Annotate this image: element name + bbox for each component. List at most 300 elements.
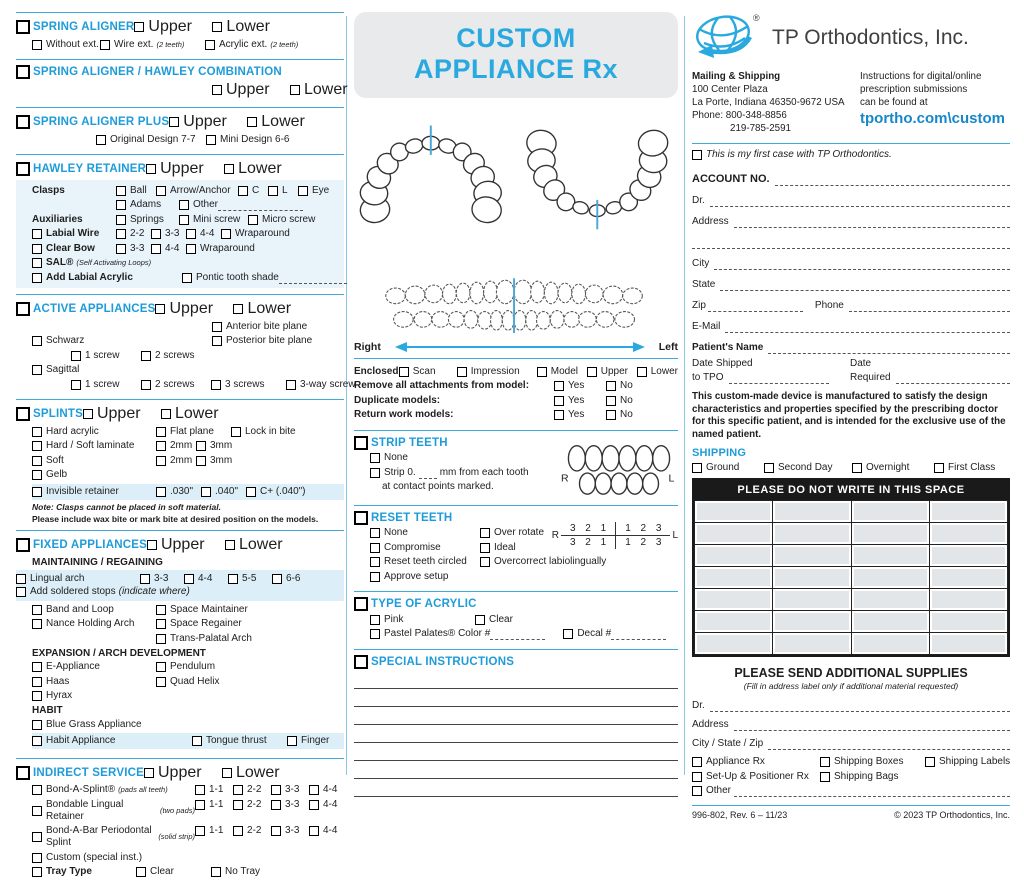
- gelb-label: Gelb: [46, 469, 68, 480]
- splints-note-1: Note: Clasps cannot be placed in soft material.: [32, 502, 221, 512]
- pontic-shade-input[interactable]: [279, 272, 347, 284]
- acrylic-clear-checkbox[interactable]: [475, 615, 485, 625]
- supplies-dr-label: Dr.: [692, 700, 705, 711]
- hawley-upper-checkbox[interactable]: [146, 164, 156, 174]
- hyrax-checkbox[interactable]: [32, 691, 42, 701]
- 33-label: 3-3: [285, 825, 300, 836]
- lingual-arch-label: Lingual arch: [30, 573, 85, 584]
- acrylic-pink-checkbox[interactable]: [370, 615, 380, 625]
- combo-title: SPRING ALIGNER / HAWLEY COMBINATION: [33, 66, 282, 78]
- address-input[interactable]: [734, 216, 1010, 228]
- type-of-acrylic-checkbox[interactable]: [354, 597, 368, 611]
- date-shipped-input[interactable]: [729, 372, 829, 384]
- 030-label: .030": [170, 485, 194, 497]
- impression-label: Impression: [470, 365, 520, 377]
- lingual-44-checkbox[interactable]: [184, 574, 194, 584]
- upper-label: Upper: [160, 160, 204, 177]
- supplies-csz-input[interactable]: [768, 738, 1010, 750]
- fixed-appliances-checkbox[interactable]: [16, 538, 30, 552]
- lingual-55-checkbox[interactable]: [228, 574, 238, 584]
- bond-a-splint-checkbox[interactable]: [32, 785, 42, 795]
- clearbow-44-checkbox[interactable]: [151, 244, 161, 254]
- bab-44-checkbox[interactable]: [309, 826, 319, 836]
- band-and-loop-label: Band and Loop: [46, 603, 114, 615]
- tongue-thrust-checkbox[interactable]: [192, 736, 202, 746]
- clasps-label: Clasps: [32, 184, 65, 196]
- gauge-030-checkbox[interactable]: [156, 487, 166, 497]
- 44-label: 4-4: [198, 573, 213, 584]
- acrylic-title: TYPE OF ACRYLIC: [371, 598, 477, 610]
- upper-label: Upper: [183, 113, 227, 130]
- submission-url: tportho.com\custom: [860, 110, 1005, 127]
- office-cell: [851, 545, 929, 567]
- bondable-note: (two pads): [159, 805, 195, 815]
- laminate-3mm-checkbox[interactable]: [196, 441, 206, 451]
- date-required-block: [850, 358, 1010, 384]
- bondable-lingual-retainer-label: Bondable Lingual Retainer: [46, 798, 124, 822]
- special-instructions-line[interactable]: [354, 671, 678, 689]
- special-instructions-line[interactable]: [354, 725, 678, 743]
- sal-checkbox[interactable]: [32, 258, 42, 268]
- arrow-anchor-label: Arrow/Anchor: [170, 184, 231, 196]
- one-screw-label: 1 screw: [85, 349, 120, 361]
- account-no-input[interactable]: [775, 174, 1010, 186]
- labial-33-label: 3-3: [165, 228, 180, 239]
- springs-label: Springs: [130, 213, 164, 225]
- address-input-line2[interactable]: [692, 237, 1010, 249]
- patient-name-input[interactable]: [768, 342, 1010, 354]
- original-design-checkbox[interactable]: [96, 135, 106, 145]
- hawley-checkbox[interactable]: [16, 162, 30, 176]
- 22-label: 2-2: [247, 798, 262, 810]
- splints-checkbox[interactable]: [16, 407, 30, 421]
- left-label: Left: [658, 341, 678, 353]
- lock-in-bite-checkbox[interactable]: [231, 427, 241, 437]
- clear-label: Clear: [489, 613, 513, 625]
- upper-label: Upper: [226, 81, 270, 98]
- reset-none-checkbox[interactable]: [370, 528, 380, 538]
- add-labial-acrylic-checkbox[interactable]: [32, 273, 42, 283]
- spring-aligner-upper-checkbox[interactable]: [134, 22, 144, 32]
- labial-22-label: 2-2: [130, 228, 145, 239]
- labial-44-label: 4-4: [200, 228, 215, 239]
- band-and-loop-checkbox[interactable]: [32, 605, 42, 615]
- mailing-address-1: 100 Center Plaza: [692, 84, 768, 95]
- upper-label: Upper: [148, 18, 192, 35]
- labial-wraparound-checkbox[interactable]: [221, 229, 231, 239]
- over-rotate-checkbox[interactable]: [480, 528, 490, 538]
- gauge-cplus-checkbox[interactable]: [246, 487, 256, 497]
- blr-33-checkbox[interactable]: [271, 800, 281, 810]
- combo-lower-checkbox[interactable]: [290, 85, 300, 95]
- special-instructions-line[interactable]: [354, 689, 678, 707]
- blr-44-checkbox[interactable]: [309, 800, 319, 810]
- splints-lower-checkbox[interactable]: [161, 409, 171, 419]
- space-regainer-checkbox[interactable]: [156, 619, 166, 629]
- form-number: 996-802, Rev. 6 – 11/23: [692, 810, 788, 820]
- clearbow-44-label: 4-4: [165, 242, 180, 254]
- clasp-arrow-checkbox[interactable]: [156, 186, 166, 196]
- lingual-33-checkbox[interactable]: [140, 574, 150, 584]
- reset-circled-checkbox[interactable]: [370, 557, 380, 567]
- splints-note-2: Please include wax bite or mark bite at desired position on the models.: [32, 514, 319, 524]
- office-cell: [695, 545, 773, 567]
- strip-mm-label3: at contact points marked.: [382, 481, 494, 492]
- address-label: Address: [692, 216, 729, 227]
- office-cell: [773, 545, 851, 567]
- flat-plane-checkbox[interactable]: [156, 427, 166, 437]
- office-cell: [929, 545, 1007, 567]
- soft-3mm-checkbox[interactable]: [196, 456, 206, 466]
- active-title: ACTIVE APPLIANCES: [33, 303, 156, 315]
- teeth-diagrams: [354, 102, 678, 337]
- fixed-lower-checkbox[interactable]: [225, 540, 235, 550]
- lingual-66-checkbox[interactable]: [272, 574, 282, 584]
- city-input[interactable]: [714, 258, 1010, 270]
- email-label: E-Mail: [692, 321, 721, 332]
- acrylic-ext-checkbox[interactable]: [205, 40, 215, 50]
- strip-mm-checkbox[interactable]: [370, 468, 380, 478]
- office-cell: [851, 523, 929, 545]
- active-appliances-checkbox[interactable]: [16, 302, 30, 316]
- quad-helix-checkbox[interactable]: [156, 677, 166, 687]
- soft-checkbox[interactable]: [32, 456, 42, 466]
- quadrant-upper-left: 1 2 3: [616, 522, 670, 536]
- office-cell: [929, 501, 1007, 523]
- soldered-stops-checkbox[interactable]: [16, 587, 26, 597]
- duplicate-no-checkbox[interactable]: [606, 396, 616, 406]
- setup-positioner-checkbox[interactable]: [692, 772, 702, 782]
- clasp-c-checkbox[interactable]: [238, 186, 248, 196]
- bas-44-checkbox[interactable]: [309, 785, 319, 795]
- gelb-checkbox[interactable]: [32, 470, 42, 480]
- strip-mm-label2: mm from each tooth: [439, 466, 529, 478]
- strip-teeth-diagram: [560, 443, 678, 499]
- strip-none-checkbox[interactable]: [370, 453, 380, 463]
- bond-a-splint-label: Bond-A-Splint®: [46, 784, 116, 795]
- right-left-arrow-icon: [387, 342, 653, 352]
- custom-special-inst-checkbox[interactable]: [32, 853, 42, 863]
- no-tray-checkbox[interactable]: [211, 867, 221, 877]
- spring-aligner-checkbox[interactable]: [16, 20, 30, 34]
- mailing-address-2: La Porte, Indiana 46350-9672 USA: [692, 97, 845, 108]
- pastel-palates-checkbox[interactable]: [370, 629, 380, 639]
- no-tray-label: No Tray: [225, 866, 261, 877]
- indirect-service-checkbox[interactable]: [16, 766, 30, 780]
- bond-a-bar-label: Bond-A-Bar Periodontal Splint: [46, 825, 152, 848]
- trans-palatal-arch-checkbox[interactable]: [156, 634, 166, 644]
- tray-type-checkbox[interactable]: [32, 867, 42, 877]
- enclosed-upper-checkbox[interactable]: [587, 367, 597, 377]
- instructions-line-1: Instructions for digital/online: [860, 71, 982, 82]
- section-acrylic: [354, 591, 678, 649]
- decal-checkbox[interactable]: [563, 629, 573, 639]
- no-label: No: [620, 380, 633, 391]
- instructions-line-3: can be found at: [860, 97, 928, 108]
- account-no-label: ACCOUNT NO.: [692, 173, 770, 185]
- anterior-bite-plane-checkbox[interactable]: [212, 322, 222, 332]
- bond-a-bar-checkbox[interactable]: [32, 832, 42, 842]
- ball-label: Ball: [130, 184, 147, 196]
- custom-special-inst-label: Custom (special inst.): [46, 851, 143, 863]
- supplies-other-input[interactable]: [734, 785, 1010, 797]
- plus-title: SPRING ALIGNER PLUS: [33, 116, 170, 128]
- duplicate-yes-checkbox[interactable]: [554, 396, 564, 406]
- lower-label: Lower: [247, 300, 292, 317]
- hard-acrylic-label: Hard acrylic: [46, 425, 99, 437]
- office-cell: [695, 567, 773, 589]
- sal-label: SAL®: [46, 257, 74, 268]
- soft-2mm-checkbox[interactable]: [156, 456, 166, 466]
- e-appliance-checkbox[interactable]: [32, 662, 42, 672]
- zip-label: Zip: [692, 300, 706, 311]
- strip-teeth-checkbox[interactable]: [354, 436, 368, 450]
- clear-bow-checkbox[interactable]: [32, 244, 42, 254]
- without-ext-checkbox[interactable]: [32, 40, 42, 50]
- sagittal-3-screws-checkbox[interactable]: [211, 380, 221, 390]
- no-label: No: [620, 409, 633, 420]
- right-column: [692, 12, 1010, 820]
- first-case-checkbox[interactable]: [692, 150, 702, 160]
- office-cell: [929, 589, 1007, 611]
- bab-33-checkbox[interactable]: [271, 826, 281, 836]
- office-cell: [773, 611, 851, 633]
- special-instructions-line[interactable]: [354, 707, 678, 725]
- shipping-labels-checkbox[interactable]: [925, 757, 935, 767]
- laminate-2mm-checkbox[interactable]: [156, 441, 166, 451]
- date-required-input[interactable]: [896, 372, 1010, 384]
- hard-acrylic-checkbox[interactable]: [32, 427, 42, 437]
- bab-22-checkbox[interactable]: [233, 826, 243, 836]
- pendulum-checkbox[interactable]: [156, 662, 166, 672]
- clasp-adams-checkbox[interactable]: [116, 200, 126, 210]
- clearbow-33-checkbox[interactable]: [116, 244, 126, 254]
- plus-checkbox[interactable]: [16, 115, 30, 129]
- pink-label: Pink: [384, 613, 404, 625]
- mini-design-checkbox[interactable]: [206, 135, 216, 145]
- strip-mm-input[interactable]: [419, 467, 437, 479]
- supplies-dr-input[interactable]: [710, 700, 1010, 712]
- special-instructions-line[interactable]: [354, 779, 678, 797]
- zip-input[interactable]: [708, 300, 803, 312]
- habit-appliance-checkbox[interactable]: [32, 736, 42, 746]
- phone-input[interactable]: [849, 300, 1010, 312]
- supplies-title: PLEASE SEND ADDITIONAL SUPPLIES: [734, 666, 968, 680]
- state-input[interactable]: [720, 279, 1010, 291]
- invisible-retainer-checkbox[interactable]: [32, 487, 42, 497]
- sagittal-2-screws-checkbox[interactable]: [141, 380, 151, 390]
- fixed-upper-checkbox[interactable]: [147, 540, 157, 550]
- ideal-checkbox[interactable]: [480, 543, 490, 553]
- nance-holding-arch-checkbox[interactable]: [32, 619, 42, 629]
- plus-upper-checkbox[interactable]: [169, 117, 179, 127]
- active-upper-checkbox[interactable]: [155, 304, 165, 314]
- bas-11-checkbox[interactable]: [195, 785, 205, 795]
- office-cell: [929, 611, 1007, 633]
- quadrant-lower-right: 3 2 1: [561, 536, 616, 549]
- labial-33-checkbox[interactable]: [151, 229, 161, 239]
- middle-column: [354, 12, 678, 803]
- office-use-box: [692, 478, 1010, 657]
- shipping-overnight-checkbox[interactable]: [852, 463, 862, 473]
- other-clasp-input[interactable]: [218, 199, 303, 211]
- return-no-checkbox[interactable]: [606, 410, 616, 420]
- special-instructions-checkbox[interactable]: [354, 655, 368, 669]
- 22-label: 2-2: [247, 784, 262, 795]
- sagittal-checkbox[interactable]: [32, 365, 42, 375]
- reset-teeth-title: RESET TEETH: [371, 511, 453, 524]
- bas-22-checkbox[interactable]: [233, 785, 243, 795]
- pontic-shade-checkbox[interactable]: [182, 273, 192, 283]
- section-combo: [16, 59, 348, 107]
- section-special-instructions: [354, 649, 678, 803]
- sagittal-3way-screw-checkbox[interactable]: [286, 380, 296, 390]
- pendulum-label: Pendulum: [170, 661, 216, 672]
- splints-upper-checkbox[interactable]: [83, 409, 93, 419]
- office-use-table: [694, 500, 1008, 655]
- remove-yes-checkbox[interactable]: [554, 381, 564, 391]
- 3mm-label: 3mm: [210, 454, 233, 466]
- indirect-upper-checkbox[interactable]: [144, 768, 154, 778]
- posterior-bite-plane-label: Posterior bite plane: [226, 335, 313, 346]
- date-required-label-1: Date: [850, 358, 872, 369]
- blue-grass-appliance-label: Blue Grass Appliance: [46, 718, 142, 730]
- schwarz-checkbox[interactable]: [32, 336, 42, 346]
- enclosed-impression-checkbox[interactable]: [457, 367, 467, 377]
- remove-no-checkbox[interactable]: [606, 381, 616, 391]
- labial-wire-checkbox[interactable]: [32, 229, 42, 239]
- blue-grass-appliance-checkbox[interactable]: [32, 720, 42, 730]
- compromise-checkbox[interactable]: [370, 543, 380, 553]
- clasp-other-checkbox[interactable]: [179, 200, 189, 210]
- aux-mini-screw-checkbox[interactable]: [179, 215, 189, 225]
- maintaining-header: MAINTAINING / REGAINING: [32, 557, 163, 568]
- spring-aligner-lower-checkbox[interactable]: [212, 22, 222, 32]
- supplies-other-checkbox[interactable]: [692, 786, 702, 796]
- add-labial-acrylic-label: Add Labial Acrylic: [46, 271, 133, 283]
- sagittal-1-screw-checkbox[interactable]: [71, 380, 81, 390]
- ground-label: Ground: [706, 462, 740, 473]
- aux-springs-checkbox[interactable]: [116, 215, 126, 225]
- patient-name-label: Patient's Name: [692, 342, 764, 353]
- clasp-l-checkbox[interactable]: [268, 186, 278, 196]
- clasp-ball-checkbox[interactable]: [116, 186, 126, 196]
- svg-text:®: ®: [753, 13, 760, 23]
- shipping-ground-checkbox[interactable]: [692, 463, 702, 473]
- return-models-label: Return work models:: [354, 409, 454, 420]
- bondable-lingual-retainer-checkbox[interactable]: [32, 806, 42, 816]
- enclosed-lower-checkbox[interactable]: [637, 367, 647, 377]
- blr-22-checkbox[interactable]: [233, 800, 243, 810]
- upper-label: Upper: [157, 763, 202, 781]
- approve-setup-label: Approve setup: [384, 570, 449, 582]
- schwarz-1-screw-checkbox[interactable]: [71, 351, 81, 361]
- approve-setup-checkbox[interactable]: [370, 572, 380, 582]
- labial-44-checkbox[interactable]: [186, 229, 196, 239]
- compromise-label: Compromise: [384, 541, 441, 553]
- wraparound-label: Wraparound: [235, 228, 290, 239]
- hawley-lower-checkbox[interactable]: [224, 164, 234, 174]
- second-day-label: Second Day: [778, 462, 833, 473]
- combo-checkbox[interactable]: [16, 65, 30, 79]
- labial-22-checkbox[interactable]: [116, 229, 126, 239]
- svg-text:L: L: [668, 472, 675, 485]
- space-maintainer-checkbox[interactable]: [156, 605, 166, 615]
- office-cell: [773, 633, 851, 655]
- supplies-address-input[interactable]: [734, 719, 1010, 731]
- bas-33-checkbox[interactable]: [271, 785, 281, 795]
- schwarz-2-screws-checkbox[interactable]: [141, 351, 151, 361]
- email-input[interactable]: [725, 321, 1010, 333]
- bab-11-checkbox[interactable]: [195, 826, 205, 836]
- lingual-arch-checkbox[interactable]: [16, 574, 26, 584]
- tp-orthodontics-globe-logo-icon: [692, 12, 764, 64]
- trans-palatal-arch-label: Trans-Palatal Arch: [170, 632, 252, 644]
- dr-input[interactable]: [710, 195, 1010, 207]
- combo-upper-checkbox[interactable]: [212, 85, 222, 95]
- appliance-rx-checkbox[interactable]: [692, 757, 702, 767]
- shipping-bags-checkbox[interactable]: [820, 772, 830, 782]
- enclosed-scan-checkbox[interactable]: [399, 367, 409, 377]
- original-design-label: Original Design 7-7: [110, 133, 196, 145]
- pastel-color-input[interactable]: [490, 628, 545, 640]
- wire-ext-checkbox[interactable]: [100, 40, 110, 50]
- instructions-line-2: prescription submissions: [860, 84, 968, 95]
- shipping-first-class-checkbox[interactable]: [934, 463, 944, 473]
- spring-aligner-title: SPRING ALIGNER: [33, 21, 135, 33]
- finger-label: Finger: [301, 735, 330, 746]
- return-yes-checkbox[interactable]: [554, 410, 564, 420]
- gauge-040-checkbox[interactable]: [201, 487, 211, 497]
- lower-label: Lower: [650, 365, 678, 377]
- clear-bow-label: Clear Bow: [46, 242, 95, 254]
- active-lower-checkbox[interactable]: [233, 304, 243, 314]
- tray-clear-checkbox[interactable]: [136, 867, 146, 877]
- haas-checkbox[interactable]: [32, 677, 42, 687]
- 22-label: 2-2: [247, 825, 262, 836]
- office-cell: [695, 501, 773, 523]
- special-instructions-line[interactable]: [354, 743, 678, 761]
- clearbow-wraparound-checkbox[interactable]: [186, 244, 196, 254]
- section-fixed: [16, 530, 344, 758]
- shipping-boxes-checkbox[interactable]: [820, 757, 830, 767]
- office-cell: [851, 567, 929, 589]
- phone-label: Phone: [814, 300, 844, 311]
- clasp-eye-checkbox[interactable]: [298, 186, 308, 196]
- special-instructions-line[interactable]: [354, 761, 678, 779]
- plus-lower-checkbox[interactable]: [247, 117, 257, 127]
- overcorrect-checkbox[interactable]: [480, 557, 490, 567]
- enclosed-model-checkbox[interactable]: [537, 367, 547, 377]
- special-instructions-title: SPECIAL INSTRUCTIONS: [371, 655, 515, 668]
- wire-ext-label: Wire ext.: [114, 38, 154, 50]
- aux-micro-screw-checkbox[interactable]: [248, 215, 258, 225]
- form-title-line2: APPLIANCE Rx: [413, 54, 619, 84]
- lower-label: Lower: [238, 160, 282, 177]
- fixed-title: FIXED APPLIANCES: [33, 539, 147, 551]
- posterior-bite-plane-checkbox[interactable]: [212, 336, 222, 346]
- upper-label: Upper: [169, 300, 214, 317]
- two-screws-label: 2 screws: [155, 378, 195, 390]
- blr-11-checkbox[interactable]: [195, 800, 205, 810]
- anterior-bite-plane-label: Anterior bite plane: [226, 320, 308, 332]
- indirect-lower-checkbox[interactable]: [222, 768, 232, 778]
- finger-checkbox[interactable]: [287, 736, 297, 746]
- reset-teeth-checkbox[interactable]: [354, 511, 368, 525]
- shipping-second-day-checkbox[interactable]: [764, 463, 774, 473]
- decal-number-input[interactable]: [611, 628, 666, 640]
- hard-soft-laminate-checkbox[interactable]: [32, 441, 42, 451]
